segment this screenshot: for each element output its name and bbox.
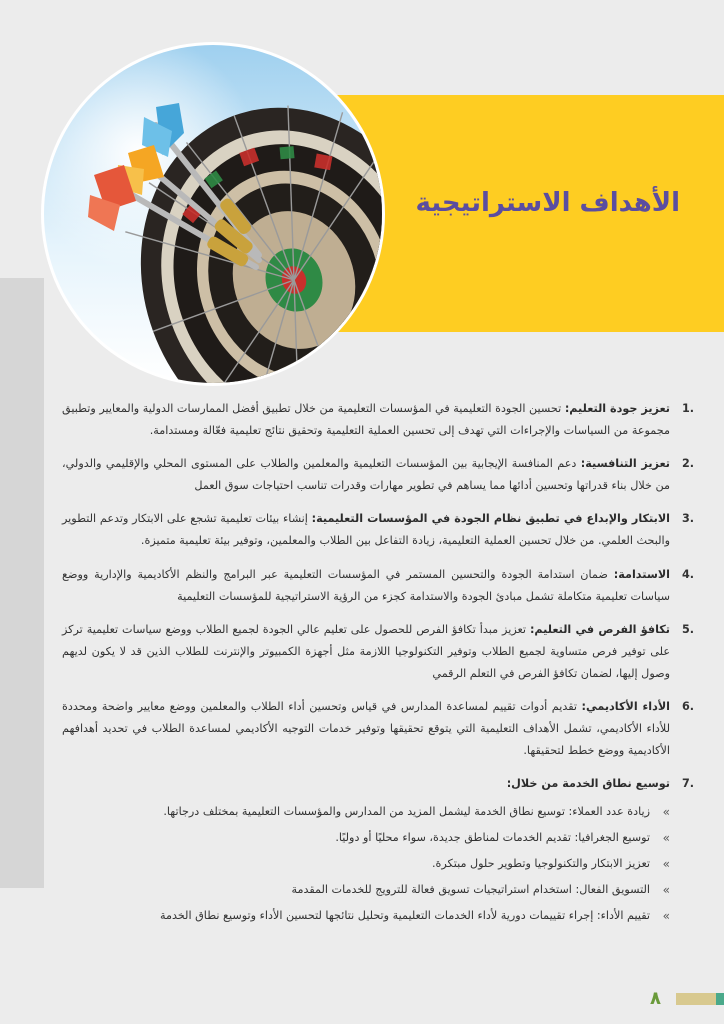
goals-content xyxy=(62,398,702,929)
goal-number: .7 xyxy=(681,777,694,791)
list-item-text: التسويق الفعال: استخدام استراتيجيات تسويق فعالة للترويج للخدمات المقدمة xyxy=(291,883,650,897)
service-expansion-list xyxy=(62,799,702,929)
goal-number: .4 xyxy=(681,567,694,581)
goal-item xyxy=(62,619,702,685)
bullet-icon: » xyxy=(662,805,670,820)
goal-number: .1 xyxy=(681,402,694,415)
goal-item xyxy=(62,773,702,795)
goal-text: إنشاء بيئات تعليمية تشجع على الابتكار وتدعم التطوير والبحث العلمي. من خلال تحسين العملية التعليمية، زيادة التفاعل بين الطلاب والمعلمين، وتوفير بيئة تعليمية متميزة. xyxy=(62,512,670,548)
goal-title: الابتكار والإبداع في تطبيق نظام الجودة في المؤسسات التعليمية: xyxy=(311,512,670,526)
left-grey-bar xyxy=(0,278,44,888)
goal-text: تحسين الجودة التعليمية في المؤسسات التعليمية من خلال تطبيق أفضل الممارسات الدولية والمعايير وتطبيق مجموعة من السياسات والإجراءات التي تهدف إلى تحسين العملية التعليمية وتحقيق نتائج تعليمية فعّالة ومستدامة. xyxy=(62,402,670,437)
darts-target-image xyxy=(44,45,382,383)
goal-title: توسيع نطاق الخدمة من خلال: xyxy=(506,777,670,791)
goal-text: ضمان استدامة الجودة والتحسين المستمر في المؤسسات التعليمية عبر البرامج والنظم الأكاديمية والإدارية ووضع سياسات تعليمية متكاملة تشمل مبادئ الجودة والاستدامة كجزء من الرؤية الاستراتيجية للمؤسسات التعليمية xyxy=(62,567,670,603)
goal-number: .3 xyxy=(681,512,694,526)
goal-title: تكافؤ الفرص في التعليم: xyxy=(529,622,670,636)
goal-item xyxy=(62,564,702,608)
list-item xyxy=(62,851,670,877)
goal-item xyxy=(62,398,702,442)
goal-number: .2 xyxy=(681,457,694,471)
bullet-icon: » xyxy=(662,909,670,924)
list-item xyxy=(62,799,670,825)
goal-text: تقديم أدوات تقييم لمساعدة المدارس في قياس وتحسين أداء الطلاب والمعلمين ووضع معايير واضحة ومحددة للأداء الأكاديمي، تشمل الأهداف التعليمية التي يتوقع تحقيقها وتوفير خدمات التوجيه الأكاديمي لمساعدة الطلاب في تحديد أهدافهم الأكاديمية ووضع خطط لتحقيقها. xyxy=(62,699,670,757)
goal-title: الاستدامة: xyxy=(613,567,670,581)
bullet-icon: » xyxy=(662,883,670,898)
footer-bar xyxy=(676,993,716,1005)
bullet-icon: » xyxy=(662,857,670,872)
page-number: ٨ xyxy=(650,988,661,1009)
list-item-text: تعزيز الابتكار والتكنولوجيا وتطوير حلول مبتكرة. xyxy=(431,857,650,871)
list-item-text: تقييم الأداء: إجراء تقييمات دورية لأداء الخدمات التعليمية وتحليل نتائجها لتحسين الأداء وتوسيع نطاق الخدمة xyxy=(159,909,650,923)
list-item-text: زيادة عدد العملاء: توسيع نطاق الخدمة ليشمل المزيد من المدارس والمؤسسات التعليمية بمختلف درجاتها. xyxy=(163,805,650,819)
goal-title: الأداء الأكاديمي: xyxy=(581,699,670,713)
goal-item xyxy=(62,508,702,552)
goal-text: دعم المنافسة الإيجابية بين المؤسسات التعليمية والمعلمين والطلاب على المستوى المحلي والإقليمي والدولي، من خلال بناء قدراتها وتحسين أدائها مما يساهم في تطوير مهارات وقدرات تناسب احتياجات سوق العمل xyxy=(62,457,670,493)
bullet-icon: » xyxy=(662,831,670,846)
goal-item xyxy=(62,453,702,497)
goal-title: تعزيز التنافسية: xyxy=(580,457,671,471)
list-item xyxy=(62,903,670,929)
darts-target-icon xyxy=(44,45,382,383)
page-title: الأهداف الاستراتيجية xyxy=(415,188,680,218)
list-item xyxy=(62,877,670,903)
goal-number: .5 xyxy=(681,622,694,636)
goal-item xyxy=(62,696,702,762)
list-item xyxy=(62,825,670,851)
list-item-text: توسيع الجغرافيا: تقديم الخدمات لمناطق جديدة، سواء محليًا أو دوليًا. xyxy=(335,831,650,845)
goal-text: تعزيز مبدأ تكافؤ الفرص للحصول على تعليم عالي الجودة لجميع الطلاب ووضع سياسات تعليمية تركز على توفير فرص متساوية لجميع الطلاب وتوفير التكنولوجيا اللازمة مثل أجهزة الكمبيوتر والإنترنت للطلاب الذين قد لا يكون لديهم وصول إليها، لضمان تكافؤ الفرص في التعلم الرقمي xyxy=(62,622,670,680)
footer-bar-accent xyxy=(716,993,724,1005)
goal-number: .6 xyxy=(681,699,694,713)
goal-title: تعزيز جودة التعليم: xyxy=(564,402,670,415)
